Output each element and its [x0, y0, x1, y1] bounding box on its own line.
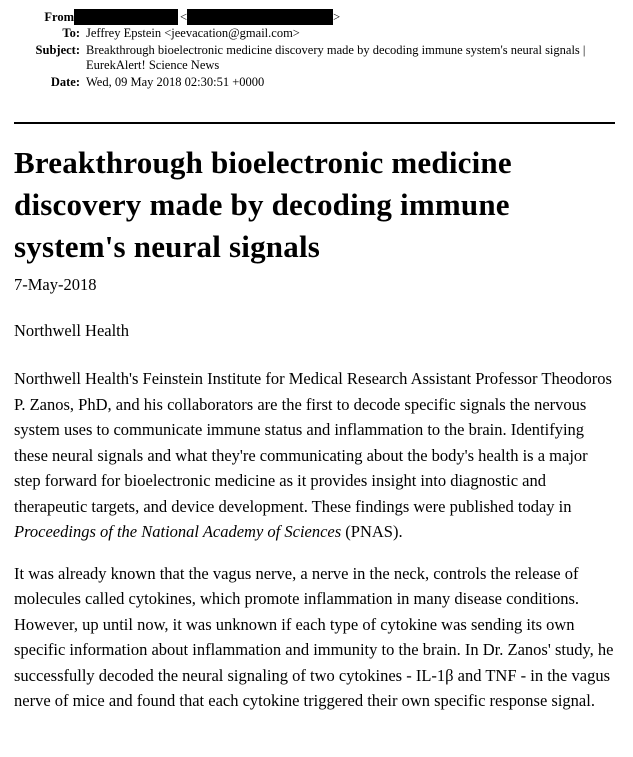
- article-date: 7-May-2018: [14, 275, 97, 294]
- from-close-bracket: >: [333, 9, 341, 24]
- para1-text-end: (PNAS).: [341, 522, 403, 541]
- to-row: [0, 26, 633, 41]
- article-source: Northwell Health: [14, 321, 130, 340]
- journal-name: Proceedings of the National Academy of Sciences: [14, 522, 342, 541]
- to-label: To:: [62, 26, 80, 40]
- article-headline: Breakthrough bioelectronic medicine discovery made by decoding immune system's neural signals: [14, 145, 512, 264]
- date-value: Wed, 09 May 2018 02:30:51 +0000: [86, 75, 265, 89]
- article: [14, 142, 618, 730]
- subject-label: Subject:: [35, 43, 80, 57]
- email-header: [0, 8, 633, 92]
- redacted-sender-email: [187, 9, 333, 25]
- redacted-sender-name: [74, 9, 178, 25]
- header-divider: [14, 122, 615, 124]
- to-value: Jeffrey Epstein <jeevacation@gmail.com>: [86, 26, 300, 40]
- article-paragraph-2: It was already known that the vagus nerve, a nerve in the neck, controls the release of molecules called cytokines, which promote inflammation in many disease conditions. However, up until now, it was unknown if each type of cytokine was sending its own specific information about inflammation and immunity to the brain. In Dr. Zanos' study, he successfully decoded the neural signaling of two cytokines - IL-1β and TNF - in the vagus nerve of mice and found that each cytokine triggered their own specific response signal.: [14, 563, 614, 710]
- from-row: [0, 8, 633, 26]
- subject-value: Breakthrough bioelectronic medicine discovery made by decoding immune system's neural signals | EurekAlert! Science News: [86, 43, 586, 72]
- subject-row: [0, 43, 633, 73]
- date-row: [0, 75, 633, 90]
- para1-text: Northwell Health's Feinstein Institute for Medical Research Assistant Professor Theodoros P. Zanos, PhD, and his collaborators are the first to decode specific signals the nervous system uses to communicate immune status and inflammation to the brain. Identifying these neural signals and what they're communicating about the body's health is a major step forward for bioelectronic medicine as it provides insight into diagnostic and therapeutic targets, and device development. These findings were published today in: [14, 369, 612, 516]
- date-label: Date:: [50, 75, 80, 89]
- from-label: From: [44, 9, 74, 24]
- from-open-bracket: <: [180, 9, 188, 24]
- article-paragraph-1: [14, 366, 618, 545]
